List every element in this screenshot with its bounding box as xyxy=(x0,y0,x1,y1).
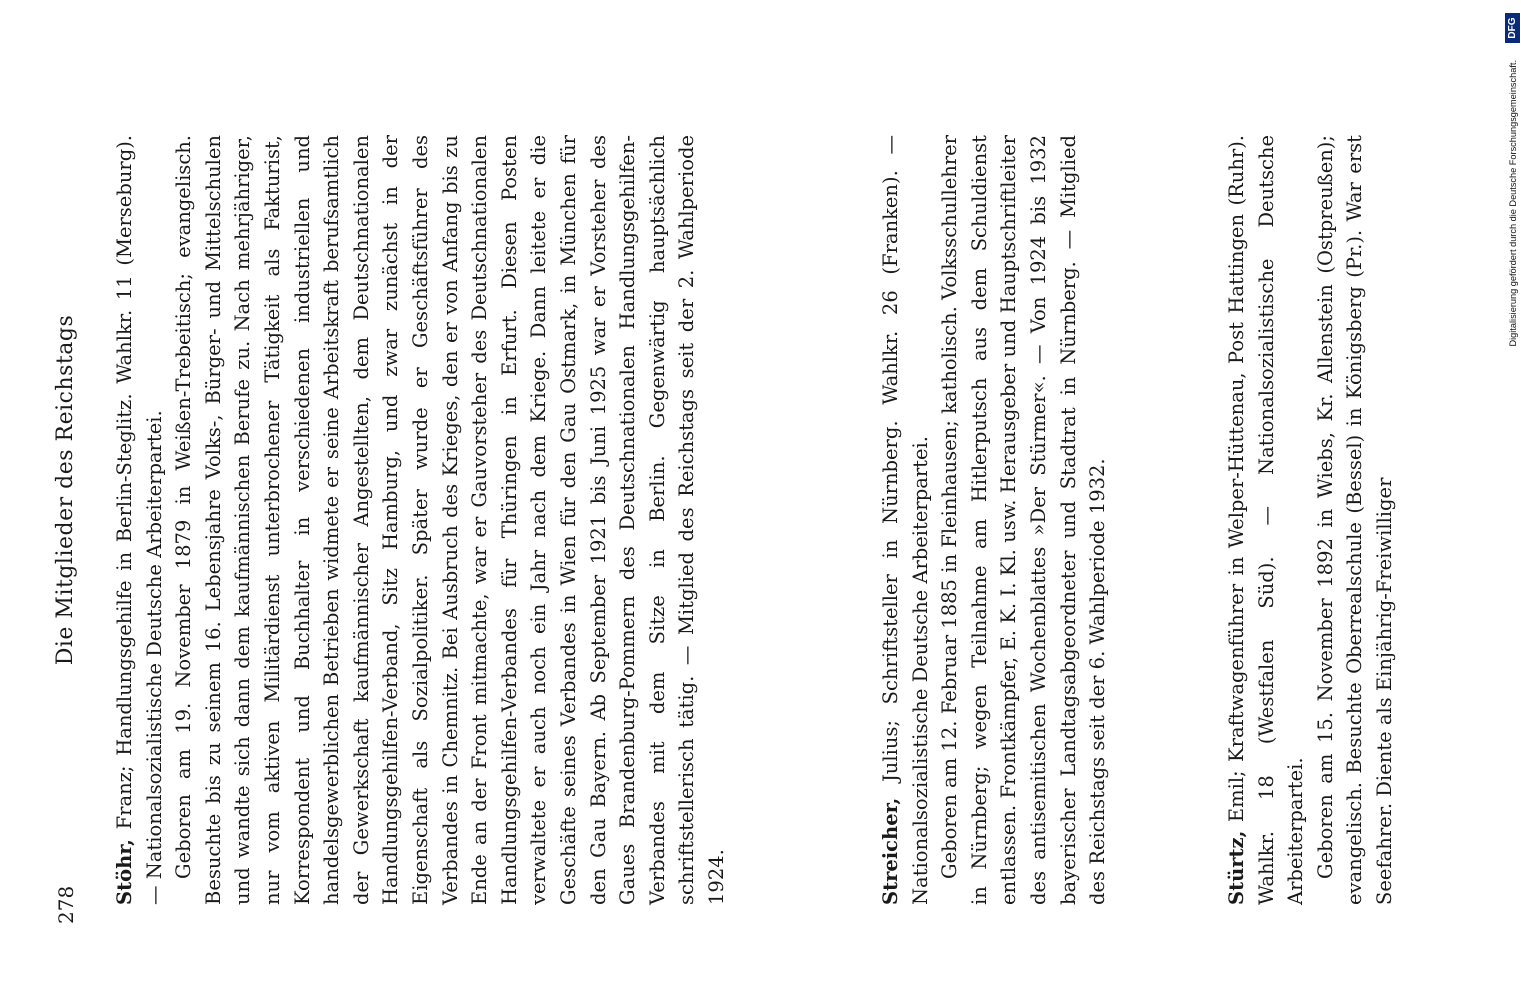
biography-entry-streicher xyxy=(876,135,1113,905)
entry-lead: Emil; Kraftwagenführer in Welper-Hüttenau, Post Hattingen (Ruhr). Wahlkr. 18 (Westfalen Süd). — Nationalsozialistische Deutsche Arbeiterpartei. xyxy=(1225,134,1308,905)
biography-entry-stoehr xyxy=(110,135,731,905)
entry-body: Geboren am 19. November 1879 in Weißen-Trebeitisch; evangelisch. Besuchte bis zu seinem 16. Lebensjahre Volks-, Bürger- und Mittelschulen und wandte sich dann dem kaufmännischen Berufe zu. Nach mehrjähriger, nur vom aktiven Militärdienst unterbrochener Tätigkeit als Fakturist, Korrespondent und Buchhalter in verschiedenen industriellen und handelsgewerblichen Betrieben widmete er seine Arbeitskraft berufsamtlich der Gewerkschaft kaufmännischer Angestellten, dem Deutschnationalen Handlungsgehilfen-Verband, Sitz Hamburg, und zwar zunächst in der Eigenschaft als Sozialpolitiker. Später wurde er Geschäftsführer des Verbandes in Chemnitz. Bei Ausbruch des Krieges, den er von Anfang bis zu Ende an der Front mitmachte, war er Gauvorsteher des Deutschnationalen Handlungsgehilfen-Verbandes für Thüringen in Erfurt. Diesen Posten verwaltete er auch noch ein Jahr nach dem Kriege. Dann leitete er die Geschäfte seines Verbandes in Wien für den Gau Ostmark, in München für den Gau Bayern. Ab September 1921 bis Juni 1925 war er Vorsteher des Gaues Brandenburg-Pommern des Deutschnationalen Handlungsgehilfen-Verbandes mit dem Sitze in Berlin. Gegenwärtig hauptsächlich schriftstellerisch tätig. — Mitglied des Reichstags seit der 2. Wahlperiode 1924. xyxy=(172,135,728,905)
page-number: 278 xyxy=(54,885,78,924)
credit-text: Digitalisierung gefördert durch die Deutsche Forschungsgemeinschaft. xyxy=(1508,60,1518,347)
entry-name: Stöhr, xyxy=(113,839,136,905)
entry-name: Stürtz, xyxy=(1225,830,1248,905)
entry-body: Geboren am 15. November 1892 in Wiebs, Kr. Allenstein (Ostpreußen); evangelisch. Besuchte Oberrealschule (Bessel) in Königsberg (Pr.). War erst Seefahrer. Diente als Einjährig-Freiwilliger xyxy=(1313,135,1396,905)
dfg-logo-icon: DFG xyxy=(1505,13,1520,43)
entry-lead: Julius; Schriftsteller in Nürnberg. Wahlkr. 26 (Franken). — Nationalsozialistische Deutsche Arbeiterpartei. xyxy=(879,135,932,905)
entry-lead: Franz; Handlungsgehilfe in Berlin-Steglitz. Wahlkr. 11 (Merseburg). — Nationalsozialistische Deutsche Arbeiterpartei. xyxy=(113,134,166,905)
biography-entry-stuerz xyxy=(1222,135,1400,905)
entry-name: Streicher, xyxy=(879,797,902,905)
running-title: Die Mitglieder des Reichstags xyxy=(53,314,78,666)
running-head xyxy=(52,80,82,960)
digitization-credit xyxy=(1506,12,1520,988)
entry-body: Geboren am 12. Februar 1885 in Fleinhausen; katholisch. Volksschullehrer in Nürnberg; wegen Teilnahme am Hitlerputsch aus dem Schuldienst entlassen. Frontkämpfer, E. K. I. Kl. usw. Herausgeber und Hauptschriftleiter des antisemitischen Wochenblattes »Der Stürmer«. — Von 1924 bis 1932 bayerischer Landtagsabgeordneter und Stadtrat in Nürnberg. — Mitglied des Reichstags seit der 6. Wahlperiode 1932. xyxy=(938,135,1110,905)
